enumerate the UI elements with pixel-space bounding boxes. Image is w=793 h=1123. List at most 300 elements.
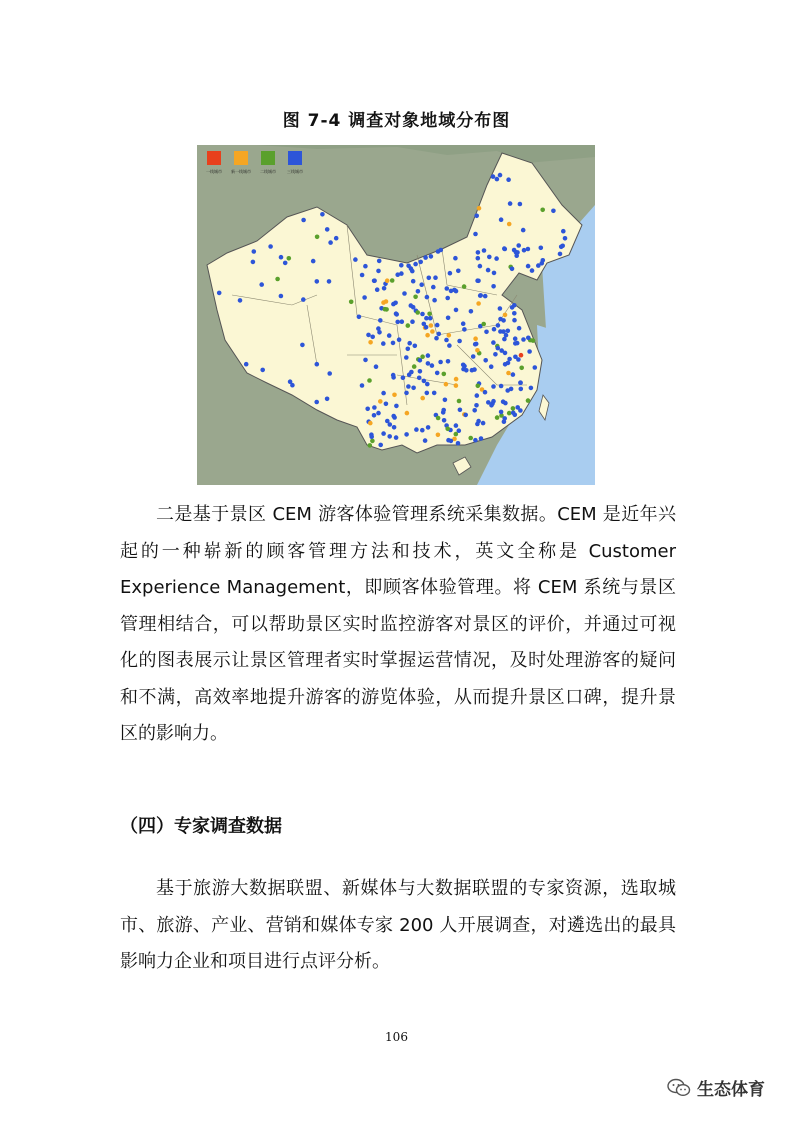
city-dot: [413, 344, 418, 349]
city-dot: [519, 366, 524, 371]
city-dot: [491, 340, 496, 345]
city-dot: [387, 333, 392, 338]
wechat-icon: [667, 1078, 691, 1098]
city-dot: [475, 393, 480, 398]
city-dot: [481, 421, 486, 426]
city-dot: [462, 284, 467, 289]
city-dot: [402, 291, 407, 296]
city-dot: [381, 341, 386, 346]
city-dot: [498, 329, 503, 334]
city-dot: [491, 174, 496, 179]
city-dot: [426, 425, 431, 430]
legend-swatch: [288, 151, 302, 165]
city-dot: [502, 419, 507, 424]
city-dot: [378, 399, 383, 404]
city-dot: [385, 278, 390, 283]
city-dot: [410, 269, 415, 274]
city-dot: [419, 282, 424, 287]
city-dot: [438, 360, 443, 365]
city-dot: [503, 401, 508, 406]
city-dot: [425, 295, 430, 300]
city-dot: [469, 309, 474, 314]
city-dot: [365, 407, 370, 412]
city-dot: [446, 359, 451, 364]
city-dot: [516, 243, 521, 248]
city-dot: [390, 278, 395, 283]
city-dot: [476, 384, 481, 389]
city-dot: [427, 276, 432, 281]
city-dot: [453, 256, 458, 261]
city-dot: [315, 235, 320, 240]
city-dot: [422, 379, 427, 384]
city-dot: [445, 296, 450, 301]
city-dot: [394, 404, 399, 409]
city-dot: [425, 333, 430, 338]
city-dot: [275, 277, 280, 282]
city-dot: [511, 372, 516, 377]
city-dot: [456, 441, 461, 446]
city-dot: [513, 336, 518, 341]
city-dot: [370, 439, 375, 444]
city-dot: [314, 400, 319, 405]
city-dot: [381, 391, 386, 396]
distribution-map: [197, 145, 595, 485]
city-dot: [519, 387, 524, 392]
city-dot: [530, 268, 535, 273]
city-dot: [454, 289, 459, 294]
city-dot: [461, 321, 466, 326]
city-dot: [476, 250, 481, 255]
city-dot: [384, 402, 389, 407]
city-dot: [362, 295, 367, 300]
city-dot: [372, 279, 377, 284]
city-dot: [444, 338, 449, 343]
city-dot: [533, 365, 538, 370]
city-dot: [407, 341, 412, 346]
city-dot: [527, 349, 532, 354]
city-dot: [561, 229, 566, 234]
city-dot: [458, 408, 463, 413]
city-dot: [406, 347, 411, 352]
city-dot: [279, 255, 284, 260]
city-dot: [404, 355, 409, 360]
city-dot: [433, 275, 438, 280]
city-dot: [382, 286, 387, 291]
city-dot: [417, 376, 422, 381]
city-dot: [492, 271, 497, 276]
city-dot: [435, 371, 440, 376]
city-dot: [475, 348, 480, 353]
city-dot: [472, 408, 477, 413]
city-dot: [526, 264, 531, 269]
legend-swatch: [234, 151, 248, 165]
city-dot: [238, 298, 243, 303]
city-dot: [260, 368, 265, 373]
city-dot: [375, 287, 380, 292]
city-dot: [301, 218, 306, 223]
city-dot: [429, 254, 434, 259]
city-dot: [513, 413, 518, 418]
city-dot: [508, 201, 513, 206]
city-dot: [401, 375, 406, 380]
city-dot: [486, 268, 491, 273]
city-dot: [462, 327, 467, 332]
city-dot: [445, 427, 450, 432]
city-dot: [495, 177, 500, 182]
city-dot: [518, 408, 523, 413]
city-dot: [518, 380, 523, 385]
city-dot: [429, 323, 434, 328]
city-dot: [448, 271, 453, 276]
city-dot: [353, 257, 358, 262]
city-dot: [493, 352, 498, 357]
city-dot: [409, 370, 414, 375]
city-dot: [511, 406, 516, 411]
paragraph-cem: 二是基于景区 CEM 游客体验管理系统采集数据。CEM 是近年兴起的一种崭新的顾客管理方法和技术，英文全称是 Customer Experience Management，即顾客体验管理。将 CEM 系统与景区管理相结合，可以帮助景区实时监控游客对景区的评价，并通过可视化的图表展示让景区管理者实时掌握运营情况，及时处理游客的疑问和不满，高效率地提升游客的游览体验，从而提升景区口碑，提升景区的影响力。: [120, 504, 676, 744]
city-dot: [477, 206, 482, 211]
city-dot: [531, 338, 536, 343]
section-heading: （四）专家调查数据: [120, 816, 282, 837]
legend-label: 三线城市: [287, 169, 303, 174]
city-dot: [470, 368, 475, 373]
city-dot: [363, 264, 368, 269]
city-dot: [325, 227, 330, 232]
city-dot: [397, 337, 402, 342]
city-dot: [279, 294, 284, 299]
city-dot: [381, 431, 386, 436]
city-dot: [512, 311, 517, 316]
city-dot: [512, 318, 517, 323]
city-dot: [514, 253, 519, 258]
city-dot: [475, 278, 480, 283]
city-dot: [492, 327, 497, 332]
city-dot: [370, 335, 375, 340]
city-dot: [446, 438, 451, 443]
city-dot: [360, 383, 365, 388]
city-dot: [464, 368, 469, 373]
city-dot: [413, 262, 418, 267]
city-dot: [510, 267, 515, 272]
city-dot: [536, 263, 541, 268]
city-dot: [395, 320, 400, 325]
city-dot: [411, 279, 416, 284]
city-dot: [360, 273, 365, 278]
city-dot: [551, 209, 556, 214]
city-dot: [507, 222, 512, 227]
city-dot: [406, 323, 411, 328]
city-dot: [372, 413, 377, 418]
city-dot: [325, 397, 330, 402]
city-dot: [311, 259, 316, 264]
city-dot: [315, 362, 320, 367]
city-dot: [499, 410, 504, 415]
city-dot: [479, 436, 484, 441]
city-dot: [427, 312, 432, 317]
city-dot: [378, 318, 383, 323]
city-dot: [496, 346, 501, 351]
city-dot: [454, 383, 459, 388]
city-dot: [522, 248, 527, 253]
city-dot: [439, 248, 444, 253]
city-dot: [457, 339, 462, 344]
city-dot: [252, 249, 257, 254]
city-dot: [327, 371, 332, 376]
city-dot: [494, 256, 499, 261]
city-dot: [392, 393, 397, 398]
city-dot: [447, 343, 452, 348]
city-dot: [404, 391, 409, 396]
city-dot: [366, 333, 371, 338]
legend-label: 新一线城市: [231, 169, 251, 174]
city-dot: [517, 326, 522, 331]
city-dot: [516, 357, 521, 362]
city-dot: [468, 436, 473, 441]
city-dot: [372, 405, 377, 410]
city-dot: [432, 298, 437, 303]
city-dot: [558, 252, 563, 257]
city-dot: [506, 329, 511, 334]
city-dot: [502, 337, 507, 342]
city-dot: [526, 336, 531, 341]
city-dot: [376, 411, 381, 416]
city-dot: [368, 340, 373, 345]
city-dot: [495, 415, 500, 420]
city-dot: [404, 432, 409, 437]
city-dot: [491, 284, 496, 289]
city-dot: [377, 330, 382, 335]
city-dot: [560, 244, 565, 249]
city-dot: [506, 371, 511, 376]
city-dot: [473, 336, 478, 341]
legend-label: 一线城市: [206, 169, 222, 174]
city-dot: [378, 443, 383, 448]
city-dot: [478, 293, 483, 298]
city-dot: [377, 259, 382, 264]
city-dot: [518, 202, 523, 207]
city-dot: [476, 419, 481, 424]
city-dot: [526, 247, 531, 252]
city-dot: [424, 325, 429, 330]
watermark: [667, 1075, 765, 1100]
city-dot: [413, 295, 418, 300]
city-dot: [454, 423, 459, 428]
city-dot: [434, 336, 439, 341]
city-dot: [482, 248, 487, 253]
city-dot: [388, 422, 393, 427]
city-dot: [463, 413, 468, 418]
city-dot: [539, 246, 544, 251]
city-dot: [473, 342, 478, 347]
city-dot: [507, 411, 512, 416]
legend-swatch: [261, 151, 275, 165]
figure-caption: 图 7-4 调查对象地域分布图: [282, 111, 511, 131]
city-dot: [320, 212, 325, 217]
city-dot: [327, 279, 332, 284]
city-dot: [499, 217, 504, 222]
city-dot: [456, 269, 461, 274]
city-dot: [431, 285, 436, 290]
city-dot: [430, 329, 435, 334]
city-dot: [501, 318, 506, 323]
city-dot: [474, 214, 479, 219]
city-dot: [425, 382, 430, 387]
city-dot: [540, 208, 545, 213]
city-dot: [526, 398, 531, 403]
city-dot: [462, 364, 467, 369]
city-dot: [486, 400, 491, 405]
city-dot: [483, 358, 488, 363]
legend-label: 二线城市: [260, 169, 276, 174]
city-dot: [259, 282, 264, 287]
city-dot: [484, 330, 489, 335]
city-dot: [445, 286, 450, 291]
city-dot: [442, 418, 447, 423]
city-dot: [471, 354, 476, 359]
legend-swatch: [207, 151, 221, 165]
city-dot: [418, 260, 423, 265]
city-dot: [393, 301, 398, 306]
city-dot: [541, 258, 546, 263]
city-dot: [376, 269, 381, 274]
city-dot: [416, 289, 421, 294]
city-dot: [491, 384, 496, 389]
city-dot: [446, 316, 451, 321]
city-dot: [383, 307, 388, 312]
city-dot: [391, 375, 396, 380]
city-dot: [503, 313, 508, 318]
city-dot: [400, 319, 405, 324]
city-dot: [447, 333, 452, 338]
city-dot: [423, 438, 428, 443]
city-dot: [420, 312, 425, 317]
city-dot: [426, 361, 431, 366]
city-dot: [367, 378, 372, 383]
city-dot: [476, 301, 481, 306]
city-dot: [483, 294, 488, 299]
city-dot: [436, 416, 441, 421]
city-dot: [563, 236, 568, 241]
city-dot: [489, 364, 494, 369]
city-dot: [436, 433, 441, 438]
city-dot: [418, 369, 423, 374]
city-dot: [405, 411, 410, 416]
city-dot: [394, 435, 399, 440]
city-dot: [442, 372, 447, 377]
city-dot: [513, 341, 518, 346]
city-dot: [444, 382, 449, 387]
paragraph-expert: 基于旅游大数据联盟、新媒体与大数据联盟的专家资源，选取城市、旅游、产业、营销和媒体专家 200 人开展调查，对遴选出的最具影响力企业和项目进行点评分析。: [120, 878, 676, 972]
city-dot: [392, 415, 397, 420]
city-dot: [519, 353, 524, 358]
city-dot: [244, 362, 249, 367]
city-dot: [368, 443, 373, 448]
city-dot: [406, 264, 411, 269]
city-dot: [437, 332, 442, 337]
city-dot: [498, 306, 503, 311]
city-dot: [290, 383, 295, 388]
city-dot: [443, 398, 448, 403]
city-dot: [503, 247, 508, 252]
city-dot: [363, 358, 368, 363]
city-dot: [328, 240, 333, 245]
city-dot: [481, 322, 486, 327]
city-dot: [283, 261, 288, 266]
city-dot: [420, 354, 425, 359]
city-dot: [368, 421, 373, 426]
city-dot: [473, 438, 478, 443]
city-dot: [454, 377, 459, 382]
city-dot: [394, 312, 399, 317]
city-dot: [476, 256, 481, 261]
city-dot: [315, 279, 320, 284]
city-dot: [473, 232, 478, 237]
city-dot: [420, 396, 425, 401]
city-dot: [487, 255, 492, 260]
city-dot: [287, 256, 292, 261]
city-dot: [387, 434, 392, 439]
city-dot: [423, 255, 428, 260]
city-dot: [454, 308, 459, 313]
city-dot: [374, 364, 379, 369]
city-dot: [410, 319, 415, 324]
city-dot: [430, 363, 435, 368]
city-dot: [392, 425, 397, 430]
page-number: 106: [385, 1030, 408, 1044]
city-dot: [510, 305, 515, 310]
city-dot: [251, 260, 256, 265]
city-dot: [411, 386, 416, 391]
city-dot: [503, 351, 508, 356]
city-dot: [381, 300, 386, 305]
city-dot: [441, 408, 446, 413]
city-dot: [474, 403, 479, 408]
city-dot: [498, 173, 503, 178]
china-map-svg: [197, 145, 595, 485]
city-dot: [411, 305, 416, 310]
city-dot: [506, 177, 511, 182]
city-dot: [268, 244, 273, 249]
city-dot: [399, 263, 404, 268]
city-dot: [521, 228, 526, 233]
city-dot: [415, 310, 420, 315]
city-dot: [406, 384, 411, 389]
city-dot: [391, 341, 396, 346]
city-dot: [334, 236, 339, 241]
city-dot: [454, 432, 459, 437]
city-dot: [483, 390, 488, 395]
city-dot: [369, 432, 374, 437]
city-dot: [357, 315, 362, 320]
city-dot: [420, 428, 425, 433]
city-dot: [449, 289, 454, 294]
city-dot: [499, 384, 504, 389]
watermark-text: 生态体育: [697, 1080, 765, 1100]
city-dot: [428, 316, 433, 321]
city-dot: [395, 272, 400, 277]
city-dot: [457, 399, 462, 404]
city-dot: [496, 323, 501, 328]
city-dot: [478, 264, 483, 269]
city-dot: [300, 343, 305, 348]
city-dot: [217, 291, 222, 296]
city-dot: [435, 323, 440, 328]
city-dot: [521, 337, 526, 342]
city-dot: [425, 391, 430, 396]
city-dot: [432, 391, 437, 396]
city-dot: [503, 362, 508, 367]
city-dot: [529, 386, 534, 391]
city-dot: [426, 353, 431, 358]
